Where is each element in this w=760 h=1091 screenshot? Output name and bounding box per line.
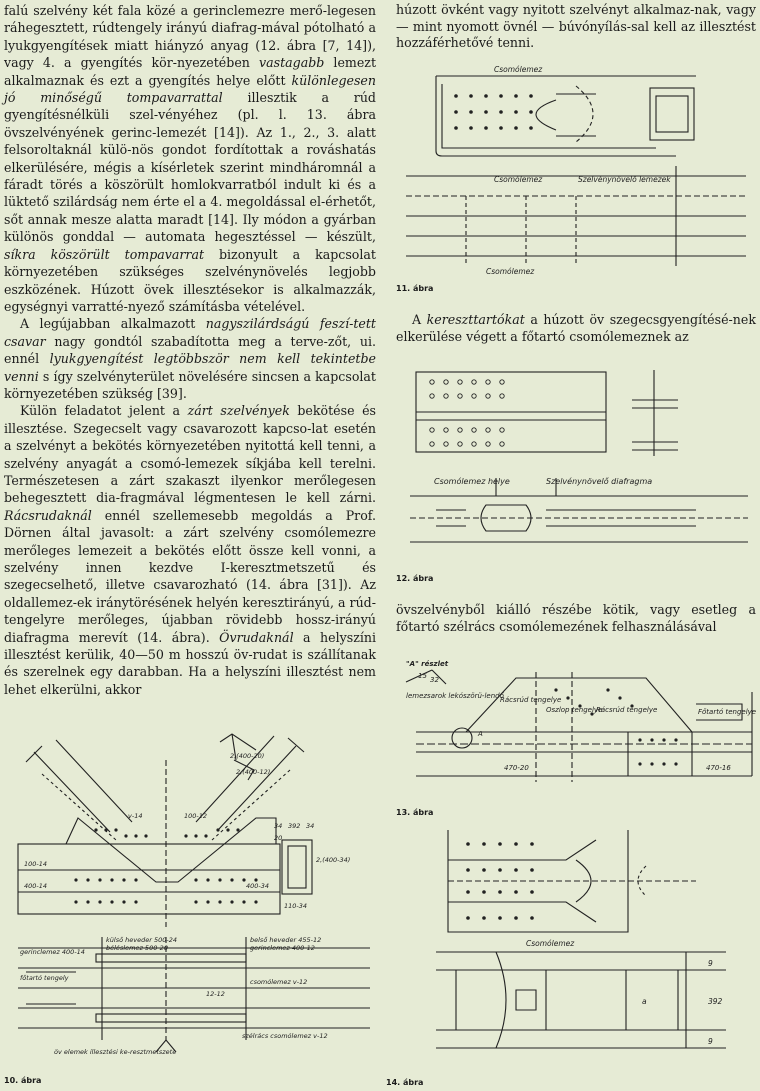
fig10-dim-400-34: 400-34: [246, 882, 270, 890]
fig10-dim-400-14: 400-14: [24, 882, 48, 890]
text-run: bekötése és illesztése. Szegecselt vagy csavarozott kapcso-lat esetén a szelvényt a bekötés környezetében nyitottá kell tenni, a szelvény anyagát a csomó-lemezek síkjába kell terelni. Természetesen a zárt szakaszt ilyenkor merőlegesen behegesztett dia-fragmával légmentesen le kell zárni.: [4, 403, 376, 506]
fig14-dim-9a: 9: [708, 959, 713, 968]
fig10-dim-392: 392: [288, 822, 301, 830]
figure-13-drawing: [396, 652, 760, 806]
fig10-dim-34b: 34: [306, 822, 315, 830]
fig12-csomolemez-helye: Csomólemez helye: [434, 477, 510, 486]
fig11-csomolemez-bot: Csomólemez: [486, 267, 535, 276]
right-top-text: húzott övként vagy nyitott szelvényt alkalmaz-nak, vagy — mint nyomott övnél — búvónyílás-sal kell az illesztést hozzáférhetővé tenni.: [396, 2, 756, 51]
fig13-marker-a: A: [478, 730, 483, 738]
fig14-dim-9b: 9: [708, 1037, 713, 1046]
fig10-ov-elemek: öv elemek illesztési ke-resztmetszete: [54, 1048, 177, 1056]
fig10-gerinclemez-right: gerinclemez 400-12: [250, 944, 315, 952]
fig13-dim-470-20: 470-20: [504, 764, 529, 772]
fig12-diafragma: Szelvénynövelő diafragma: [546, 477, 653, 486]
fig13-reszlet: "A" részlet: [406, 660, 449, 668]
fig10-belso-heveder: belső heveder 455-12: [250, 936, 322, 944]
right-lower-text: övszelvényből kiálló részébe kötik, vagy esetleg a főtartó szélrács csomólemezének felhasználásával: [396, 602, 756, 634]
figure-14-drawing: [396, 820, 760, 1078]
fig10-fotarto-tengely: főtartó tengely: [20, 974, 69, 982]
fig10-dim-110-34: 110-34: [284, 902, 308, 910]
emphasized-text: nagyszilárdságú feszí-tett csavar: [4, 316, 376, 349]
emphasized-text: Övrudaknál: [219, 629, 294, 645]
fig11-szelvenynovelo: Szelvénynövelő lemezek: [578, 175, 671, 184]
fig10-dim-12-12: 12-12: [206, 990, 225, 998]
fig13-dim-15: 15: [418, 672, 427, 680]
emphasized-text: vastagabb: [258, 55, 325, 71]
fig10-dim-v14: v-14: [128, 812, 143, 820]
paragraph-2: [4, 315, 376, 402]
fig11-csomolemez-mid: Csomólemez: [494, 175, 543, 184]
fig13-dim-32: 32: [430, 676, 439, 684]
paragraph-1: [4, 2, 376, 315]
fig14-dim-a: a: [642, 997, 647, 1006]
emphasized-text: Rácsrudaknál: [4, 507, 92, 523]
text-run: s így szelvényterület növelésére sincsen a kapcsolat környezetében szükség [39].: [4, 368, 376, 401]
emphasized-text: zárt szelvények: [187, 403, 290, 419]
fig10-dim-side: 2,(400-34): [316, 856, 351, 864]
left-text-column: [4, 2, 376, 698]
text-run: bizonyult a kapcsolat környezetében szükséges szelvénynövelés legjobb eszközének. Húzott övek illesztésekor is alkalmazzák, egységnyi varratté-nyező számításba vételével.: [4, 246, 376, 314]
text-run: a húzott öv szegecsgyengítésé-nek elkerülése végett a főtartó csomólemeznek az: [396, 312, 756, 344]
fig13-racsrud3: Rácsrúd tengelye: [596, 706, 658, 714]
figure-11-drawing: [396, 56, 756, 282]
paragraph-3: [4, 402, 376, 698]
fig13-racsrud1: Rácsrúd tengelye: [500, 696, 562, 704]
figure-10-drawing: [6, 722, 378, 1067]
fig11-csomolemez-top: Csomólemez: [494, 65, 543, 74]
text-run: ennél szellemesebb megoldás a Prof. Dörnen által javasolt: a zárt szelvény csomólemezre merőleges lemezeit a bekötés előtt össze kell vonni, a szelvény innen kezdve I-keresztmetszetű és szegecselhető, illetve csavarozható (14. ábra [31]). Az oldallemez-ek iránytörésének helyén keresztirányú, a rúd-tengelyre merőleges, újabban rövidebb hossz-irányú diafragma merevít (14. ábra).: [4, 507, 376, 645]
fig10-gerinclemez-left: gerinclemez 400-14: [20, 948, 85, 956]
fig10-dim-top1: 2,(400-20): [230, 752, 265, 760]
figure-11-caption: 11. ábra: [396, 284, 434, 293]
text-run: A: [412, 312, 427, 327]
figure-10-caption: 10. ábra: [4, 1076, 42, 1085]
figure-14-caption: 14. ábra: [386, 1078, 424, 1087]
fig14-dim-392: 392: [708, 997, 723, 1006]
emphasized-text: lyukgyengítést legtöbbször nem kell tekintetbe venni: [4, 351, 376, 384]
fig10-dim-100-12: 100-12: [184, 812, 208, 820]
fig14-csomolemez: Csomólemez: [526, 939, 575, 948]
figure-12-drawing: [396, 360, 756, 572]
emphasized-text: különlegesen jó minőségű tompavarrattal: [4, 72, 376, 106]
figure-12-caption: 12. ábra: [396, 574, 434, 583]
fig13-lemezsarok: lemezsarok lekószörü-lendő: [406, 692, 504, 700]
text-run: Külön feladatot jelent a: [20, 403, 188, 419]
figure-13-caption: 13. ábra: [396, 808, 434, 817]
emphasized-text: síkra köszörült tompavarrat: [4, 246, 205, 262]
fig10-beteltlemez: béléslemez 500-20: [106, 944, 168, 952]
text-run: A legújabban alkalmazott: [20, 316, 206, 332]
text-run: nagy gondtól szabadította meg a terve-zőt, ui. ennél: [4, 333, 376, 367]
fig10-dim-34: 34: [274, 822, 283, 830]
fig10-dim-top2: 2,(400-12): [236, 768, 271, 776]
text-run: illesztik a rúd gyengítésnélküli szel-vényéhez (pl. l. 13. ábra övszelvényének gerinc-lemezét [14]). Az 1., 2., 3. alatt felsoroltaknál külö-nös gondot fordítottak a rováshatás elkerülésére, mégis a kísérletek szerint mindháromnál a fáradt törés a köszörült homlokvarratból indult ki és a lüktető szilárdság nem érte el a 4. megoldással el-érhetőt, sőt annak mesze alatta maradt [14]. Ily módon a gyárban különös gonddal — automata hegesztéssel — készült,: [4, 90, 376, 245]
emphasized-text: kereszttartókat: [426, 312, 525, 327]
fig10-szelracs: szélrács csomólemez v-12: [242, 1032, 328, 1040]
text-run: falú szelvény két fala közé a gerinclemezre merő-legesen ráhegesztett, rúdtengely irányú diafrag-mával pótolható a lyukgyengítések miatt hiányzó anyag (12. ábra [7, 14]), vagy 4. a gyengítés kör-nyezetében: [4, 3, 376, 71]
fig13-dim-470-16: 470-16: [706, 764, 731, 772]
fig13-fotarto-tengelye: Főtartó tengelye: [698, 708, 757, 716]
fig10-dim-100-14: 100-14: [24, 860, 48, 868]
fig10-csomolemez: csomólemez v-12: [250, 978, 308, 986]
fig10-kulso-heveder: külső heveder 500-24: [106, 936, 177, 944]
text-run: a helyszíni illesztést kerülik, 40—50 m hosszú öv-rudat is szállítanak és szerelnek egy darabban. Ha a helyszíni illesztést nem lehet elkerülni, akkor: [4, 629, 376, 697]
text-run: lemezt alkalmaznak és ezt a gyengítés helye előtt: [4, 55, 377, 88]
fig10-dim-20: 20: [274, 834, 283, 842]
fig13-racsrud2: Oszlop tengelye: [546, 706, 603, 714]
right-mid-text: [396, 312, 756, 345]
